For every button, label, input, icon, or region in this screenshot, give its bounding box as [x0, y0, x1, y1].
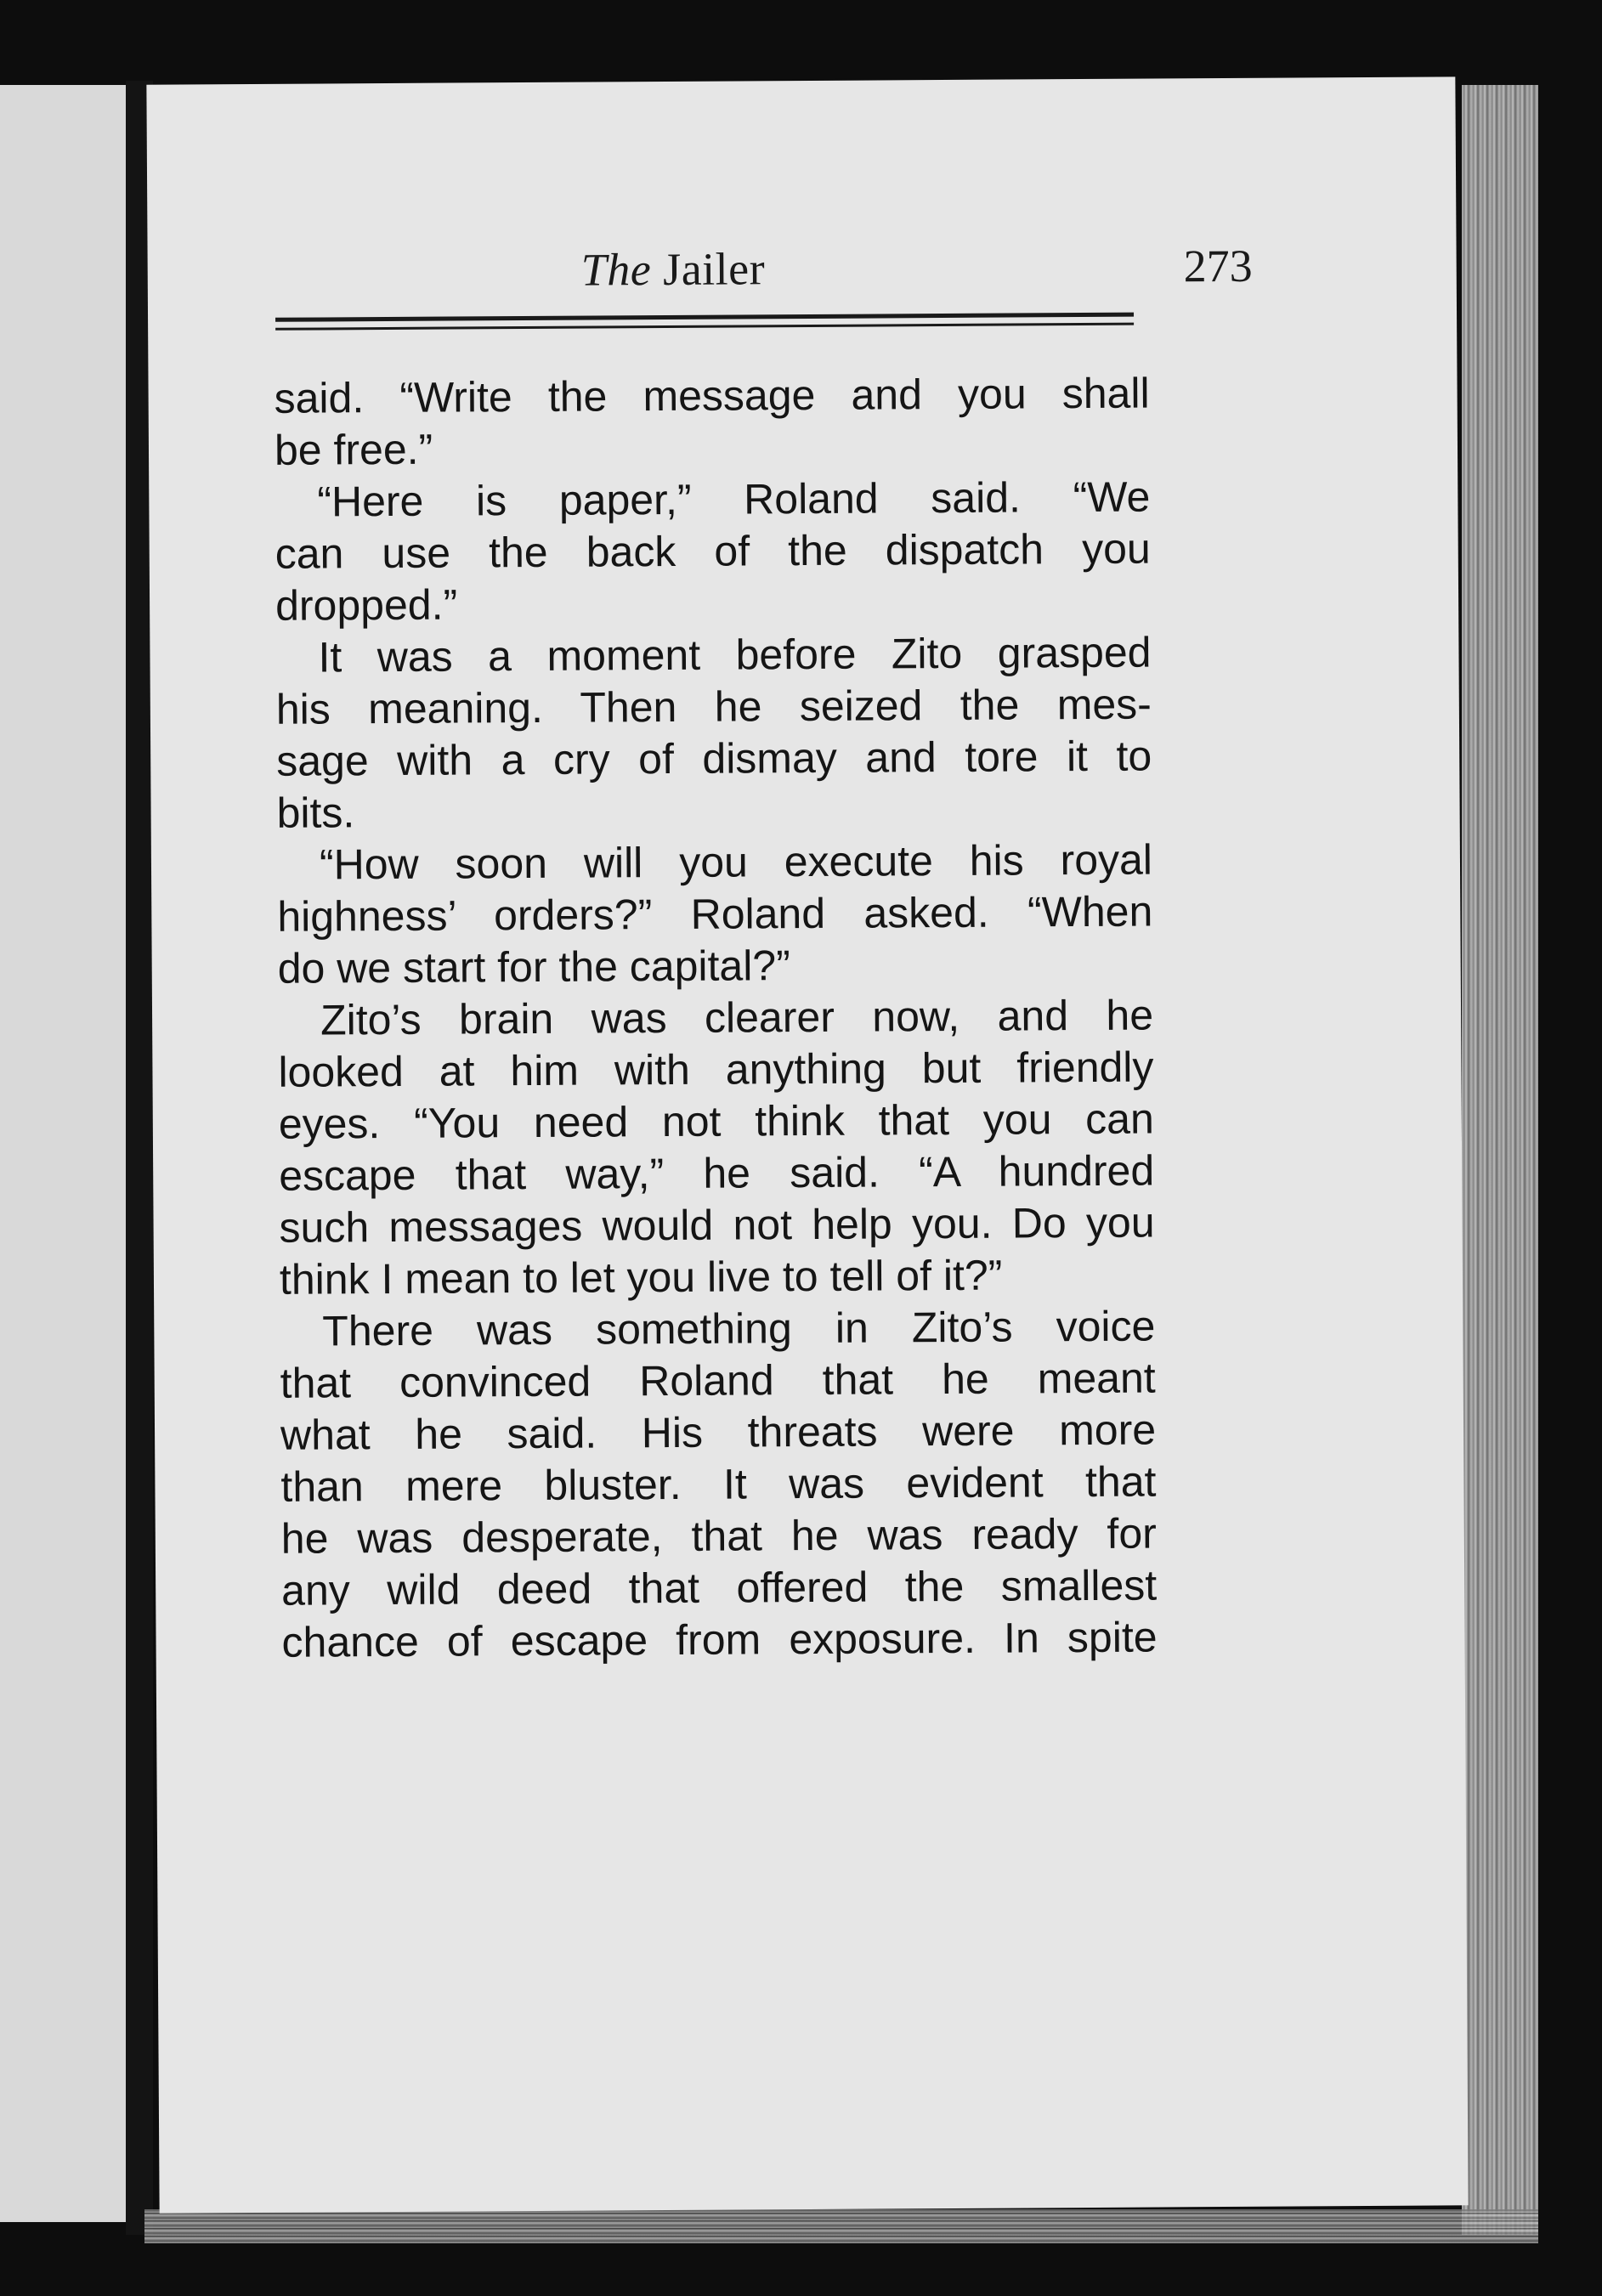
facing-page-edge: [0, 85, 126, 2222]
text-line: sage with a cry of dismay and tore it to: [276, 732, 1152, 785]
text-line: There was something in Zito’s voice: [322, 1302, 1156, 1355]
text-line: can use the back of the dispatch you: [275, 524, 1151, 578]
text-line: “Here is paper,” Roland said. “We: [317, 472, 1151, 526]
running-title: [581, 242, 766, 296]
text-line: be free.”: [274, 425, 433, 474]
text-line: do we start for the capital?”: [277, 942, 790, 992]
text-line: highness’ orders?” Roland asked. “When: [277, 887, 1153, 941]
text-line: escape that way,” he said. “A hundred: [279, 1146, 1155, 1200]
text-line: said. “Write the message and you shall: [274, 369, 1150, 422]
book-page: [146, 76, 1468, 2213]
running-header: [275, 240, 1253, 314]
text-line: eyes. “You need not think that you can: [278, 1094, 1154, 1148]
header-rule-thick: [275, 313, 1134, 322]
running-title-word: Jailer: [663, 243, 766, 296]
text-line: It was a moment before Zito grasped: [318, 628, 1152, 681]
text-line: his meaning. Then he seized the mes-: [275, 680, 1152, 733]
text-line: chance of escape from exposure. In spite: [281, 1613, 1158, 1666]
text-line: Zito’s brain was clearer now, and he: [320, 991, 1154, 1044]
page-edge-stack: [1462, 85, 1538, 2235]
text-line: any wild deed that offered the smallest: [281, 1561, 1158, 1615]
text-line: bits.: [276, 789, 355, 837]
running-title-article: The: [580, 244, 652, 296]
text-line: that convinced Roland that he meant: [280, 1354, 1156, 1407]
header-rule-thin: [275, 323, 1134, 331]
text-line: looked at him with anything but friendly: [278, 1043, 1154, 1096]
text-line: think I mean to let you live to tell of it?”: [279, 1251, 1003, 1304]
text-line: he was desperate, that he was ready for: [280, 1509, 1157, 1563]
body-text: [274, 368, 1157, 1669]
text-line: such messages would not help you. Do you: [279, 1198, 1155, 1252]
bottom-page-edges: [144, 2209, 1538, 2243]
text-line: “How soon will you execute his royal: [319, 835, 1153, 889]
page-number: 273: [1183, 240, 1253, 292]
text-line: than mere bluster. It was evident that: [280, 1457, 1157, 1511]
text-line: dropped.”: [275, 580, 458, 630]
text-line: what he said. His threats were more: [280, 1405, 1157, 1459]
